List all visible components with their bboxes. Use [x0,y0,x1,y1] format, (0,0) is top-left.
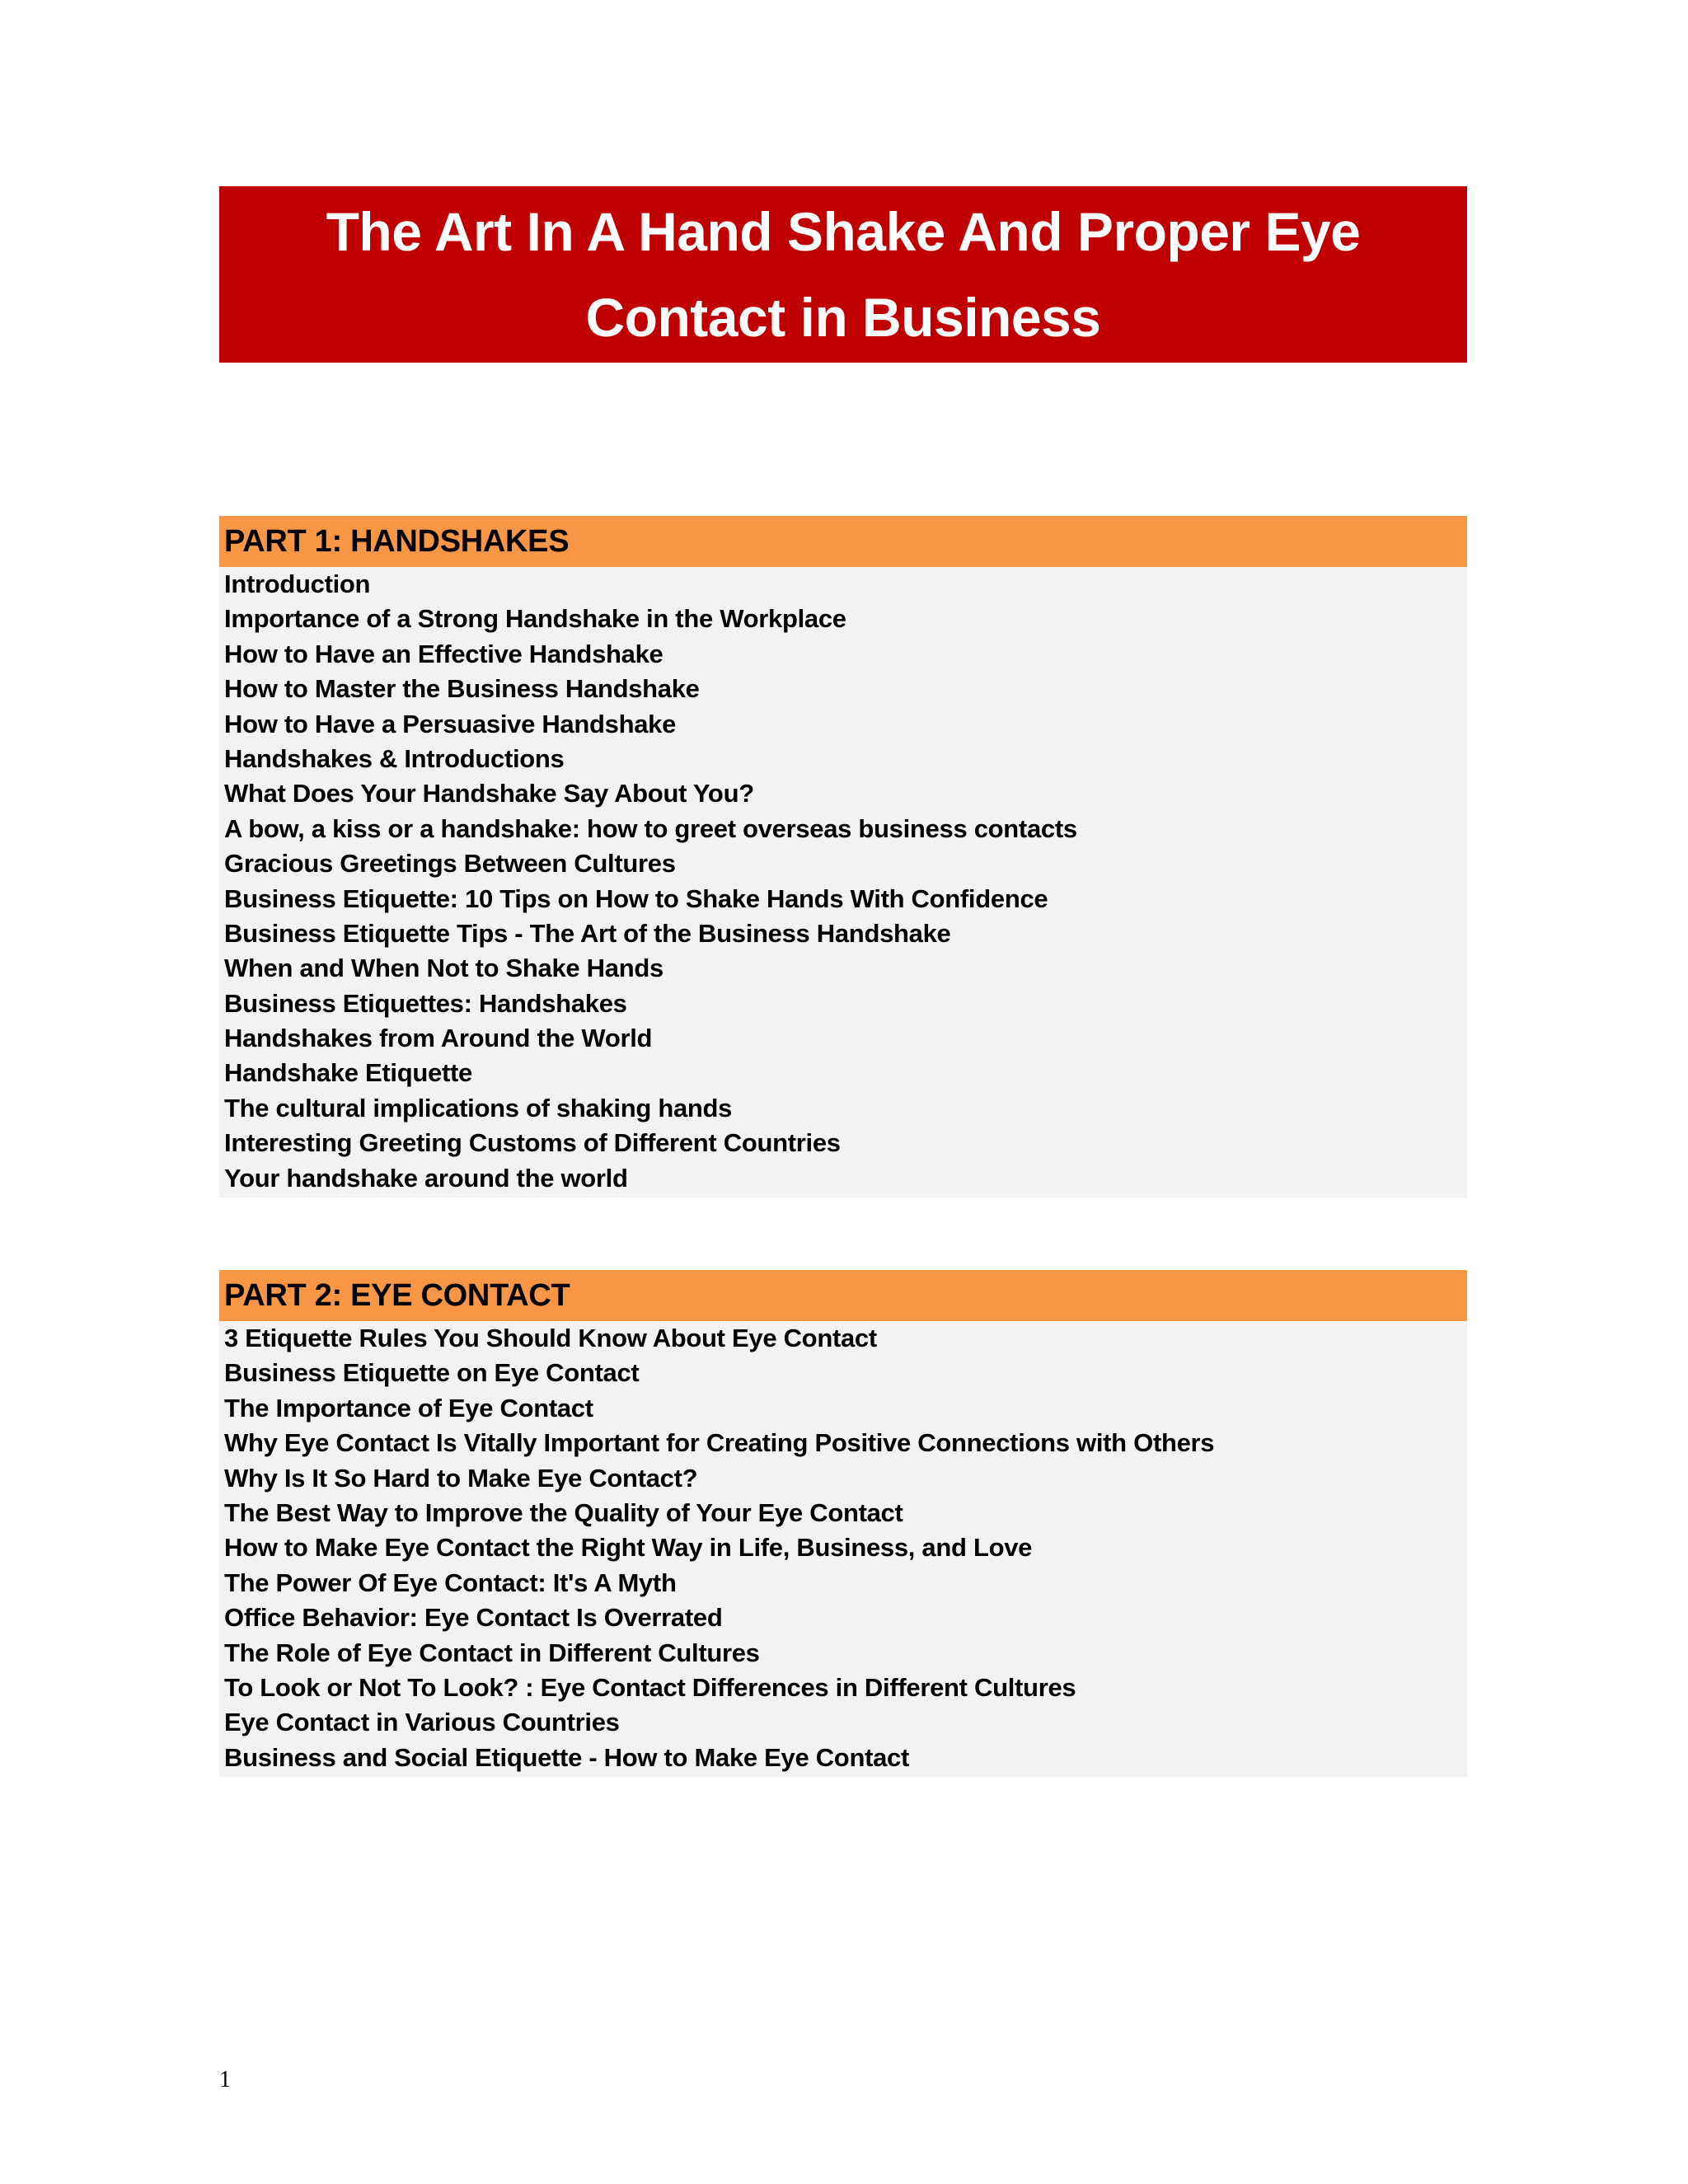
list-item: Business and Social Etiquette - How to Make Eye Contact [224,1742,910,1772]
list-item: Why Eye Contact Is Vitally Important for Creating Positive Connections with Others [224,1428,1215,1458]
list-item: 3 Etiquette Rules You Should Know About Eye Contact [224,1324,877,1352]
part2-heading: PART 2: EYE CONTACT [224,1277,570,1313]
part1-list [219,567,1467,1197]
list-item: Business Etiquettes: Handshakes [224,988,627,1018]
list-item: Importance of a Strong Handshake in the Workplace [224,604,846,634]
list-item: Office Behavior: Eye Contact Is Overrated [224,1603,723,1633]
list-item: Why Is It So Hard to Make Eye Contact? [224,1463,698,1493]
document-title: The Art In A Hand Shake And Proper Eye Contact in Business [326,201,1361,348]
list-item: How to Make Eye Contact the Right Way in Life, Business, and Love [224,1533,1033,1563]
list-item: To Look or Not To Look? : Eye Contact Differences in Different Cultures [224,1672,1076,1702]
list-item: Business Etiquette Tips - The Art of the Business Handshake [224,918,951,948]
title-banner [219,186,1467,363]
list-item: The Power Of Eye Contact: It's A Myth [224,1568,677,1597]
list-item: When and When Not to Shake Hands [224,954,663,983]
list-item: Eye Contact in Various Countries [224,1708,620,1737]
part2-section [219,1270,1467,1777]
list-item: Your handshake around the world [224,1163,628,1193]
list-item: Handshake Etiquette [224,1058,472,1088]
list-item: What Does Your Handshake Say About You? [224,779,754,808]
list-item: Business Etiquette: 10 Tips on How to Shake Hands With Confidence [224,883,1048,913]
list-item: Introduction [224,569,371,598]
list-item: A bow, a kiss or a handshake: how to greet overseas business contacts [224,813,1077,843]
list-item: How to Have an Effective Handshake [224,639,663,668]
part1-header [219,516,1467,567]
list-item: Interesting Greeting Customs of Different Countries [224,1128,841,1158]
list-item: Handshakes from Around the World [224,1024,653,1053]
part1-heading: PART 1: HANDSHAKES [224,523,570,559]
list-item: The Importance of Eye Contact [224,1393,593,1422]
part2-list [219,1321,1467,1777]
list-item: The Best Way to Improve the Quality of Your Eye Contact [224,1497,903,1527]
part2-header [219,1270,1467,1321]
list-item: The cultural implications of shaking hands [224,1093,733,1122]
list-item: How to Master the Business Handshake [224,674,700,704]
list-item: How to Have a Persuasive Handshake [224,709,677,738]
part1-section [219,516,1467,1197]
list-item: The Role of Eye Contact in Different Cultures [224,1638,760,1667]
list-item: Handshakes & Introductions [224,743,565,773]
list-item: Gracious Greetings Between Cultures [224,849,676,879]
page-number: 1 [219,2067,231,2093]
list-item: Business Etiquette on Eye Contact [224,1358,640,1388]
